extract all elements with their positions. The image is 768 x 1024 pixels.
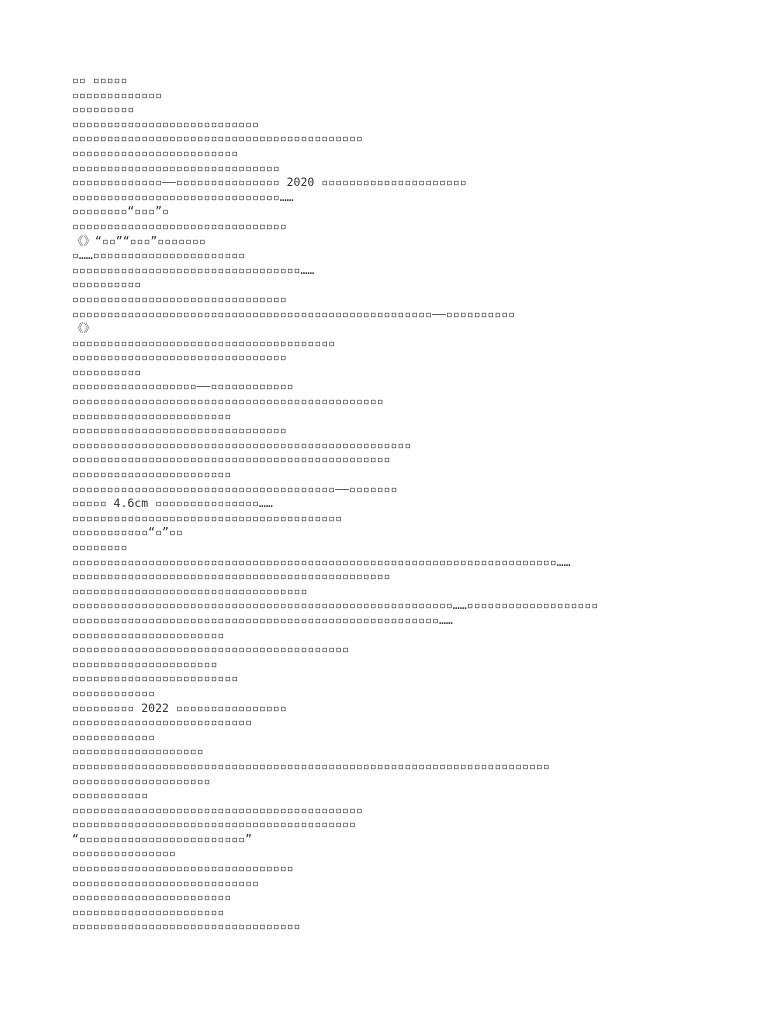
text-line: ▫▫▫▫▫▫▫▫▫▫▫▫▫▫▫▫▫▫▫▫▫▫▫▫▫▫▫▫▫▫▫ <box>72 423 287 438</box>
text-line: ▫▫▫▫▫▫▫▫ <box>72 540 128 554</box>
text-line: ▫▫▫▫▫▫▫▫▫▫▫▫▫▫▫▫▫▫▫▫▫▫▫▫▫▫▫ <box>72 116 259 131</box>
text-line: ▫▫▫▫▫▫▫▫▫▫▫▫▫▫▫▫▫▫▫▫▫▫▫▫ <box>72 145 239 160</box>
text-line: ▫▫▫▫▫▫▫▫▫ <box>72 102 135 117</box>
text-line: ▫▫▫▫▫▫▫▫▫▫▫▫▫▫▫▫▫▫▫▫ <box>72 773 211 788</box>
text-line: ▫▫▫▫▫▫▫▫▫▫▫▫▫▫▫▫▫▫▫▫▫▫▫▫▫▫▫▫▫▫▫▫▫▫▫▫▫▫▫▫▫▫▫▫▫▫ <box>72 452 391 467</box>
text-line: ▫▫▫▫▫▫▫▫▫▫▫▫▫▫▫▫▫▫▫▫▫▫▫▫▫▫▫▫▫▫▫▫ <box>72 861 294 876</box>
text-line: ▫▫▫▫▫▫▫▫▫▫▫▫▫▫▫▫▫▫▫▫▫▫▫▫▫▫▫▫▫▫▫▫▫▫▫▫▫▫▫▫▫▫ <box>72 802 363 817</box>
text-line: ▫▫▫▫▫▫▫▫▫▫▫▫▫▫▫▫▫▫▫▫▫▫▫▫▫▫▫▫▫▫▫▫▫▫▫▫▫▫▫▫▫▫▫▫▫▫▫▫▫ <box>72 437 412 452</box>
text-line: ▫▫▫▫▫▫▫▫▫▫▫▫▫▫▫▫▫▫▫▫▫▫▫▫▫▫▫▫▫▫▫▫▫▫▫▫▫▫▫▫▫▫▫▫▫▫▫▫▫▫▫▫▫▫▫……▫▫▫▫▫▫▫▫▫▫▫▫▫▫▫▫▫▫▫ <box>72 598 599 613</box>
text-line: ▫▫▫▫▫▫▫▫▫▫▫▫▫▫▫▫▫▫▫▫▫▫▫▫▫▫▫▫▫▫▫▫▫▫▫▫▫▫▫▫▫▫▫▫▫▫▫▫▫▫▫▫▫…… <box>72 612 453 627</box>
text-line: ▫▫ ▫▫▫▫▫ <box>72 73 128 87</box>
text-line: ▫▫▫▫▫▫▫▫▫▫▫▫▫——▫▫▫▫▫▫▫▫▫▫▫▫▫▫▫ 2020 ▫▫▫▫▫▫▫▫▫▫▫▫▫▫▫▫▫▫▫▫▫ <box>72 175 467 190</box>
text-line: ▫▫▫▫▫▫▫▫▫▫▫▫▫▫▫▫▫▫▫▫▫▫▫▫▫▫▫▫▫▫▫▫▫▫▫▫▫▫▫▫▫▫▫▫▫ <box>72 394 384 409</box>
text-line: ▫▫▫▫▫▫▫▫▫▫ <box>72 364 142 379</box>
text-line: ▫……▫▫▫▫▫▫▫▫▫▫▫▫▫▫▫▫▫▫▫▫▫▫ <box>72 248 246 263</box>
text-line: ▫▫▫▫▫▫▫▫▫▫▫▫▫ <box>72 87 163 102</box>
text-line: ▫▫▫▫▫▫▫▫▫▫▫▫▫▫▫▫▫▫▫▫▫▫▫▫▫▫▫▫▫▫▫▫▫▫▫▫▫▫▫▫▫▫ <box>72 131 363 146</box>
text-line: 《》“▫▫”“▫▫▫”▫▫▫▫▫▫▫ <box>72 233 206 248</box>
text-line: ▫▫▫▫▫▫▫▫▫▫▫▫▫▫▫▫▫▫▫▫▫▫▫ <box>72 890 232 905</box>
document-body <box>72 73 752 934</box>
text-line: ▫▫▫▫▫▫▫▫▫▫▫▫▫▫▫▫▫▫▫▫▫▫▫▫▫▫ <box>72 715 253 730</box>
text-line: ▫▫▫▫▫ 4.6cm ▫▫▫▫▫▫▫▫▫▫▫▫▫▫▫…… <box>72 496 273 511</box>
text-line: ▫▫▫▫▫▫▫▫▫▫▫▫▫▫▫▫▫▫▫▫▫▫▫▫▫▫▫▫▫▫▫ <box>72 350 287 365</box>
text-line: ▫▫▫▫▫▫▫▫▫▫▫“▫”▫▫ <box>72 525 183 540</box>
text-line: ▫▫▫▫▫▫▫▫▫▫▫▫▫▫▫▫▫▫▫▫▫▫▫▫▫▫▫▫▫▫▫▫▫▫▫▫▫▫▫▫▫▫▫▫▫▫▫▫▫▫▫▫▫▫▫▫▫▫▫▫▫▫▫▫▫▫▫▫▫ <box>72 758 550 773</box>
text-line: ▫▫▫▫▫▫▫▫▫▫▫▫▫▫▫▫▫▫▫▫▫▫▫ <box>72 467 232 482</box>
text-line: ▫▫▫▫▫▫▫▫▫▫▫▫▫▫▫▫▫▫▫▫▫▫▫▫▫▫▫▫▫▫▫ <box>72 218 287 233</box>
text-line: ▫▫▫▫▫▫▫▫▫▫▫▫▫▫▫▫▫▫▫▫▫▫▫▫▫▫▫▫▫▫▫▫▫▫▫▫▫▫▫▫▫ <box>72 817 356 832</box>
text-line: ▫▫▫▫▫▫▫▫▫▫▫▫ <box>72 685 156 700</box>
text-line: ▫▫▫▫▫▫▫▫▫▫▫▫▫▫▫▫▫▫▫▫▫▫▫▫▫▫▫▫▫▫▫▫▫▫▫▫▫▫——▫▫▫▫▫▫▫ <box>72 481 398 496</box>
text-line: ▫▫▫▫▫▫▫▫▫▫▫▫▫▫▫▫▫▫▫▫▫▫▫▫▫▫▫▫▫▫▫▫▫…… <box>72 262 315 277</box>
text-line: ▫▫▫▫▫▫▫▫▫▫▫ <box>72 788 149 803</box>
text-line: ▫▫▫▫▫▫▫▫▫▫▫▫▫▫▫▫▫▫▫▫▫▫▫▫▫▫▫▫▫▫▫▫▫▫ <box>72 583 308 598</box>
text-line: ▫▫▫▫▫▫▫▫▫▫▫▫▫▫▫▫▫▫▫▫▫▫▫▫▫▫▫▫▫▫▫▫▫ <box>72 919 301 934</box>
text-line: ▫▫▫▫▫▫▫▫▫▫▫▫▫▫▫▫▫▫▫▫▫▫▫▫▫▫▫▫▫▫▫▫▫▫▫▫▫▫▫▫▫▫▫▫▫▫▫▫▫▫▫▫▫▫▫▫▫▫▫▫▫▫▫▫▫▫▫▫▫▫…… <box>72 554 571 569</box>
text-line: ▫▫▫▫▫▫▫▫▫▫▫▫▫▫▫▫▫▫▫▫▫▫▫ <box>72 408 232 423</box>
text-line: ▫▫▫▫▫▫▫▫“▫▫▫”▫ <box>72 204 169 219</box>
text-line: ▫▫▫▫▫▫▫▫▫▫▫▫▫▫▫▫▫▫▫▫▫▫▫▫▫▫▫▫▫▫▫▫▫▫▫▫▫▫▫▫▫▫▫▫▫▫ <box>72 569 391 584</box>
text-line: ▫▫▫▫▫▫▫▫▫▫▫▫▫▫▫▫▫▫▫▫▫▫▫▫▫▫▫▫▫▫…… <box>72 189 294 204</box>
text-line: ▫▫▫▫▫▫▫▫▫▫▫▫▫▫▫▫▫▫▫▫▫▫▫▫▫▫▫▫▫▫▫▫▫▫▫▫▫▫▫▫ <box>72 642 349 657</box>
text-line: ▫▫▫▫▫▫▫▫▫▫▫▫▫▫▫▫▫▫▫▫▫▫▫▫▫▫▫▫▫▫▫▫▫▫▫▫▫▫ <box>72 335 336 350</box>
text-line: ▫▫▫▫▫▫▫▫▫ 2022 ▫▫▫▫▫▫▫▫▫▫▫▫▫▫▫▫ <box>72 700 287 715</box>
text-line: ▫▫▫▫▫▫▫▫▫▫▫▫▫▫▫▫▫▫▫▫▫▫▫▫ <box>72 671 239 686</box>
text-line: ▫▫▫▫▫▫▫▫▫▫▫▫▫▫▫▫▫▫▫▫▫▫ <box>72 904 225 919</box>
text-line: ▫▫▫▫▫▫▫▫▫▫▫▫▫▫▫▫▫▫▫▫▫▫▫▫▫▫▫▫▫▫ <box>72 160 280 175</box>
text-line: ▫▫▫▫▫▫▫▫▫▫▫▫▫▫▫▫▫▫▫▫▫▫▫▫▫▫▫▫▫▫▫▫▫▫▫▫▫▫▫▫▫▫▫▫▫▫▫▫▫▫▫▫——▫▫▫▫▫▫▫▫▫▫ <box>72 306 516 321</box>
text-line: ▫▫▫▫▫▫▫▫▫▫▫▫▫▫▫▫▫▫——▫▫▫▫▫▫▫▫▫▫▫▫ <box>72 379 294 394</box>
text-line: ▫▫▫▫▫▫▫▫▫▫▫▫▫▫▫▫▫▫▫ <box>72 744 204 759</box>
text-line: ▫▫▫▫▫▫▫▫▫▫ <box>72 277 142 292</box>
text-line: “▫▫▫▫▫▫▫▫▫▫▫▫▫▫▫▫▫▫▫▫▫▫▫▫” <box>72 831 253 846</box>
text-line: ▫▫▫▫▫▫▫▫▫▫▫▫ <box>72 729 156 744</box>
text-line: ▫▫▫▫▫▫▫▫▫▫▫▫▫▫▫▫▫▫▫▫▫▫ <box>72 627 225 642</box>
text-line: ▫▫▫▫▫▫▫▫▫▫▫▫▫▫▫▫▫▫▫▫▫▫▫▫▫▫▫ <box>72 875 259 890</box>
text-line: ▫▫▫▫▫▫▫▫▫▫▫▫▫▫▫ <box>72 846 176 861</box>
text-line: ▫▫▫▫▫▫▫▫▫▫▫▫▫▫▫▫▫▫▫▫▫ <box>72 656 218 671</box>
text-line: 《》 <box>72 321 95 336</box>
text-line: ▫▫▫▫▫▫▫▫▫▫▫▫▫▫▫▫▫▫▫▫▫▫▫▫▫▫▫▫▫▫▫ <box>72 291 287 306</box>
text-line: ▫▫▫▫▫▫▫▫▫▫▫▫▫▫▫▫▫▫▫▫▫▫▫▫▫▫▫▫▫▫▫▫▫▫▫▫▫▫▫ <box>72 510 343 525</box>
